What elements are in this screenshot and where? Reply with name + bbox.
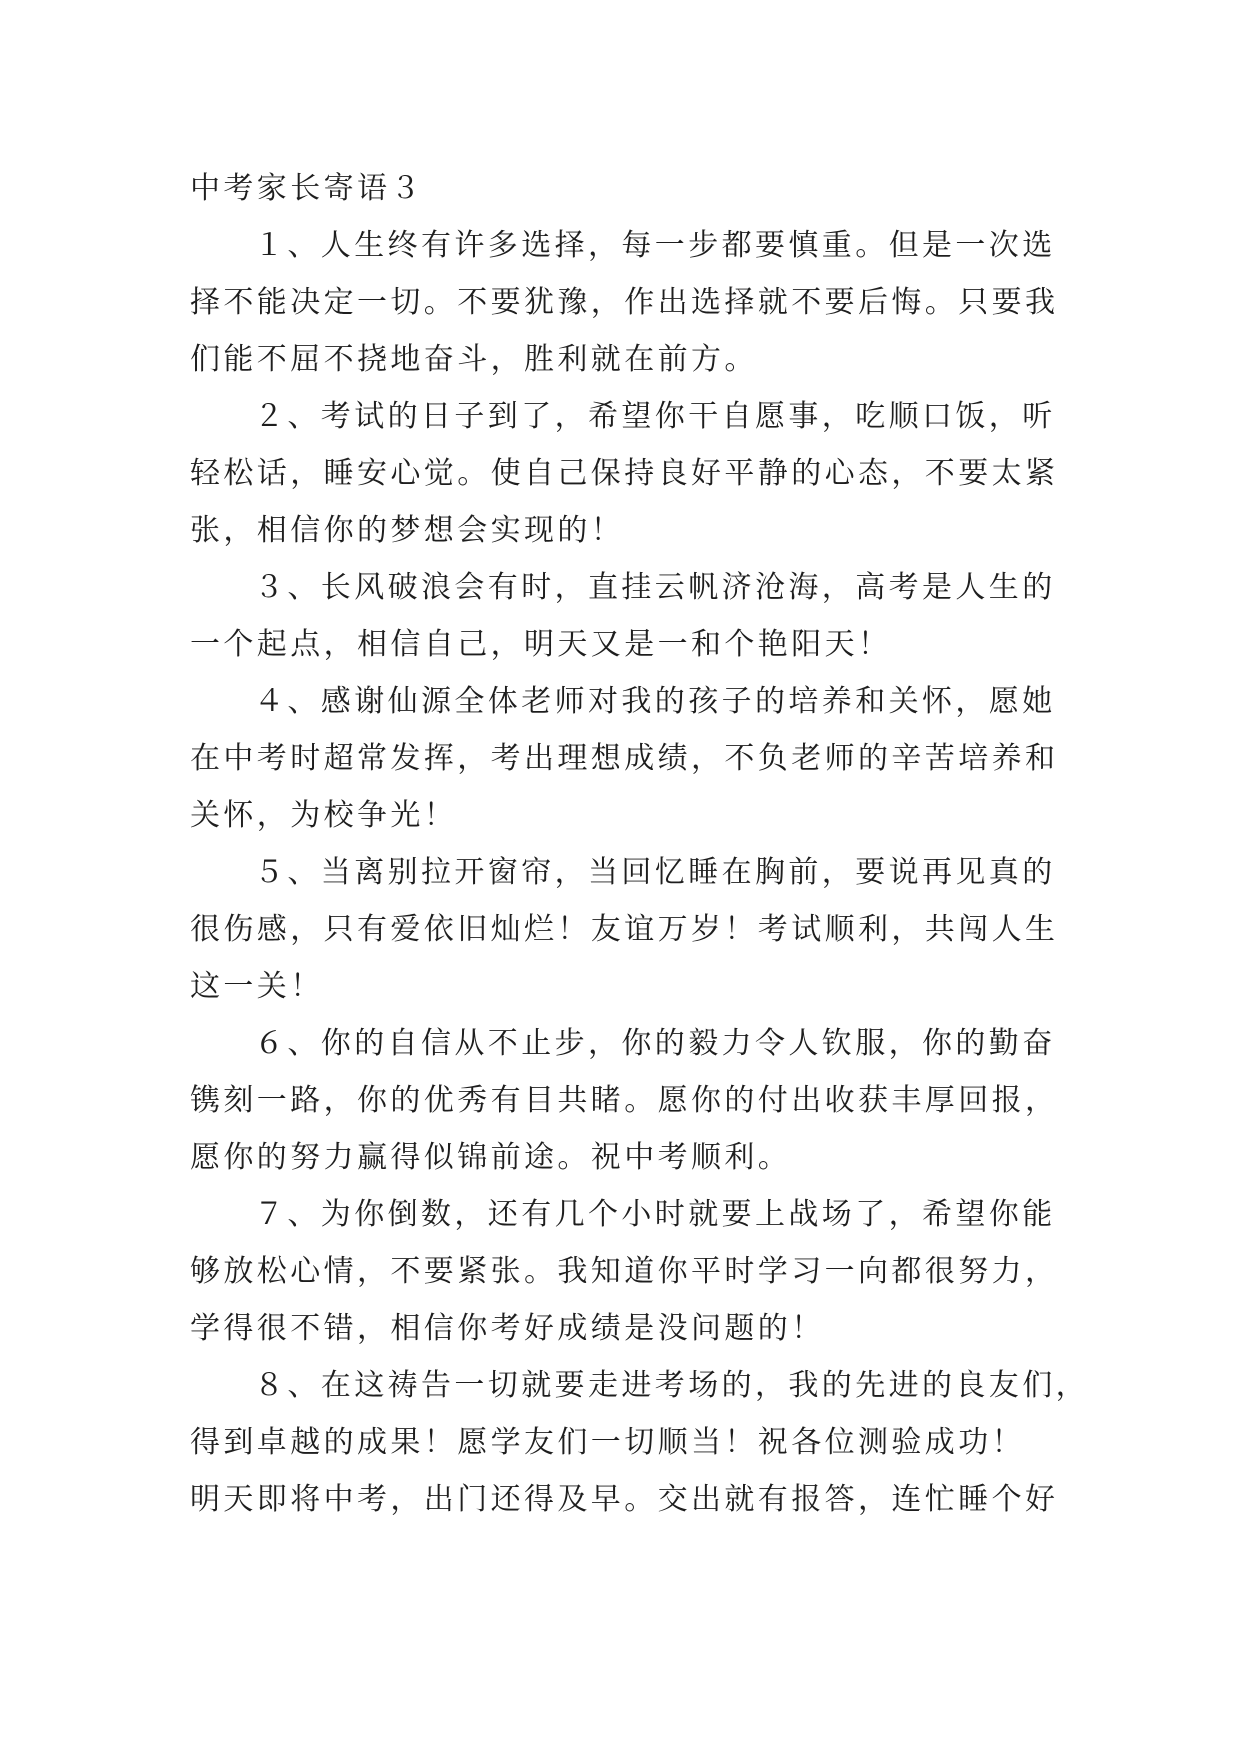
paragraph-line: 一个起点，相信自己，明天又是一和个艳阳天！ — [190, 627, 892, 662]
paragraph-line: 愿你的努力赢得似锦前途。祝中考顺利。 — [190, 1140, 792, 1175]
paragraph-line: ７、为你倒数，还有几个小时就要上战场了，希望你能 — [254, 1197, 1056, 1232]
paragraph-line: １、人生终有许多选择，每一步都要慎重。但是一次选 — [254, 228, 1056, 263]
paragraph-line: 镌刻一路，你的优秀有目共睹。愿你的付出收获丰厚回报， — [190, 1083, 1059, 1118]
paragraph-2 — [190, 388, 1070, 559]
paragraph-line: 择不能决定一切。不要犹豫，作出选择就不要后悔。只要我 — [190, 285, 1059, 320]
paragraph-7 — [190, 1186, 1070, 1357]
paragraph-line: 明天即将中考，出门还得及早。交出就有报答，连忙睡个好 — [190, 1482, 1059, 1517]
paragraph-line: 张，相信你的梦想会实现的！ — [190, 513, 625, 548]
paragraph-line: 这一关！ — [190, 969, 324, 1004]
document-title: 中考家长寄语３ — [190, 171, 424, 206]
paragraph-line: 在中考时超常发挥，考出理想成绩，不负老师的辛苦培养和 — [190, 741, 1059, 776]
paragraph-line: 很伤感，只有爱依旧灿烂！友谊万岁！考试顺利，共闯人生 — [190, 912, 1059, 947]
paragraph-line: 关怀，为校争光！ — [190, 798, 458, 833]
paragraph-line: ５、当离别拉开窗帘，当回忆睡在胸前，要说再见真的 — [254, 855, 1056, 890]
paragraph-3 — [190, 559, 1070, 673]
paragraph-6 — [190, 1015, 1070, 1186]
paragraph-line: ２、考试的日子到了，希望你干自愿事，吃顺口饭，听 — [254, 399, 1056, 434]
paragraph-line: ６、你的自信从不止步，你的毅力令人钦服，你的勤奋 — [254, 1026, 1056, 1061]
paragraph-line: ３、长风破浪会有时，直挂云帆济沧海，高考是人生的 — [254, 570, 1056, 605]
paragraph-line: 得到卓越的成果！愿学友们一切顺当！祝各位测验成功！ — [190, 1425, 1025, 1460]
paragraph-1 — [190, 217, 1070, 388]
paragraph-4 — [190, 673, 1070, 844]
paragraph-line: 们能不屈不挠地奋斗，胜利就在前方。 — [190, 342, 758, 377]
paragraph-line: 轻松话，睡安心觉。使自己保持良好平静的心态，不要太紧 — [190, 456, 1059, 491]
paragraph-line: 够放松心情，不要紧张。我知道你平时学习一向都很努力， — [190, 1254, 1059, 1289]
paragraph-line: 学得很不错，相信你考好成绩是没问题的！ — [190, 1311, 825, 1346]
paragraph-5 — [190, 844, 1070, 1015]
document-body — [190, 160, 1089, 1528]
paragraph-line: ４、感谢仙源全体老师对我的孩子的培养和关怀，愿她 — [254, 684, 1056, 719]
paragraph-8 — [190, 1357, 1089, 1528]
paragraph-line: ８、在这祷告一切就要走进考场的，我的先进的良友们， — [254, 1368, 1089, 1403]
